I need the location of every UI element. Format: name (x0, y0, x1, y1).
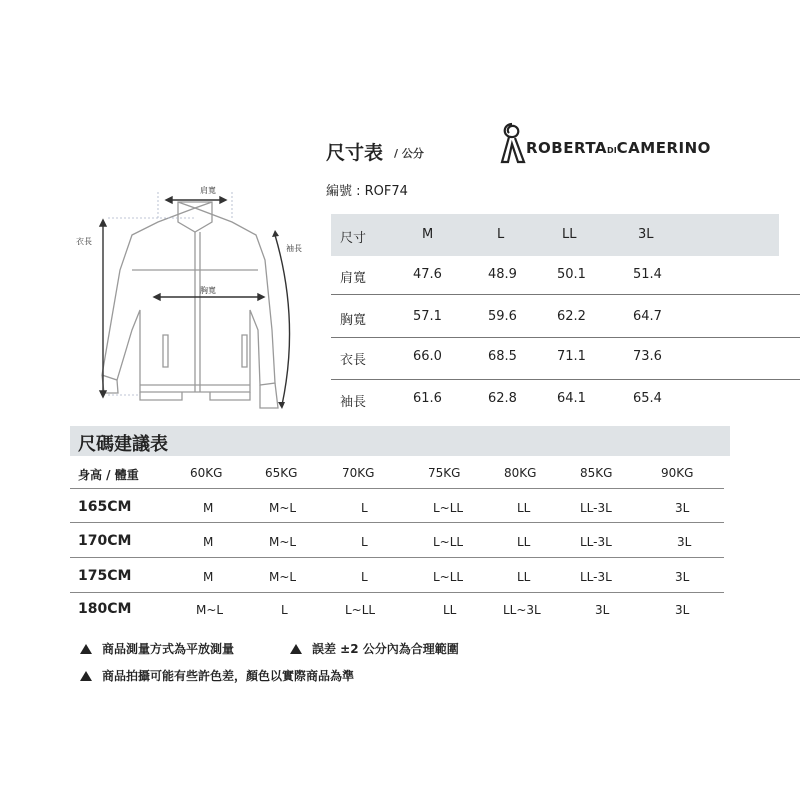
brand-logo-icon (497, 120, 527, 166)
size-cell: L (361, 535, 368, 549)
size-cell: 3L (675, 603, 690, 617)
recommendation-header (70, 426, 730, 456)
triangle-icon (290, 644, 302, 654)
table-cell: 73.6 (633, 349, 662, 364)
table-row-label: 胸寬 (340, 313, 367, 328)
table-row-label: 肩寬 (340, 271, 367, 286)
height-label: 165CM (78, 499, 132, 515)
chest-label: 胸寬 (200, 286, 216, 295)
size-table-header (331, 214, 779, 256)
brand-name: ROBERTADICAMERINO (526, 139, 711, 157)
table-row-label: 袖長 (340, 395, 367, 410)
table-cell: 71.1 (557, 349, 586, 364)
size-cell: M (203, 501, 214, 515)
size-cell: L (361, 570, 368, 584)
note-line: 商品測量方式為平放測量 (80, 640, 234, 657)
size-cell: M~L (269, 535, 297, 549)
size-cell: M~L (196, 603, 224, 617)
size-cell: L (281, 603, 288, 617)
size-col-header: 3L (638, 227, 654, 242)
size-cell: M (203, 535, 214, 549)
table-cell: 47.6 (413, 267, 442, 282)
size-cell: LL (517, 501, 531, 515)
table-cell: 64.7 (633, 309, 662, 324)
table-cell: 50.1 (557, 267, 586, 282)
row-divider (70, 488, 724, 489)
jacket-diagram (70, 180, 320, 420)
weight-col-header: 90KG (661, 466, 694, 480)
table-cell: 64.1 (557, 391, 586, 406)
table-cell: 65.4 (633, 391, 662, 406)
size-cell: L~LL (433, 501, 464, 515)
size-cell: LL (517, 535, 531, 549)
table-cell: 57.1 (413, 309, 442, 324)
size-col-header: 尺寸 (340, 231, 367, 246)
size-cell: LL (443, 603, 457, 617)
size-cell: M (203, 570, 214, 584)
table-cell: 61.6 (413, 391, 442, 406)
size-cell: 3L (677, 535, 692, 549)
size-cell: L~LL (433, 535, 464, 549)
table-cell: 68.5 (488, 349, 517, 364)
table-cell: 62.2 (557, 309, 586, 324)
size-cell: LL-3L (580, 570, 612, 584)
shoulder-label: 肩寬 (200, 186, 216, 195)
table-cell: 48.9 (488, 267, 517, 282)
table-cell: 66.0 (413, 349, 442, 364)
note-line: 誤差 ±2 公分內為合理範圍 (290, 640, 459, 657)
size-cell: LL-3L (580, 535, 612, 549)
weight-col-header: 60KG (190, 466, 223, 480)
row-divider (331, 337, 800, 338)
table-cell: 51.4 (633, 267, 662, 282)
size-cell: M~L (269, 570, 297, 584)
note-line: 商品拍攝可能有些許色差，顏色以實際商品為準 (80, 667, 354, 684)
size-cell: L~LL (433, 570, 464, 584)
size-cell: 3L (675, 501, 690, 515)
height-label: 180CM (78, 601, 132, 617)
weight-col-header: 70KG (342, 466, 375, 480)
size-cell: L (361, 501, 368, 515)
size-cell: 3L (675, 570, 690, 584)
page-title: 尺寸表 (326, 142, 384, 164)
height-weight-label: 身高 / 體重 (78, 468, 139, 482)
row-divider (331, 294, 800, 295)
row-divider (70, 557, 724, 558)
row-divider (331, 379, 800, 380)
triangle-icon (80, 671, 92, 681)
sleeve-label: 袖長 (286, 244, 302, 253)
weight-col-header: 65KG (265, 466, 298, 480)
recommendation-title: 尺碼建議表 (78, 434, 168, 455)
weight-col-header: 75KG (428, 466, 461, 480)
size-col-header: M (422, 227, 434, 242)
weight-col-header: 80KG (504, 466, 537, 480)
product-code: 編號 : ROF74 (326, 184, 408, 199)
table-cell: 62.8 (488, 391, 517, 406)
length-label: 衣長 (76, 237, 92, 246)
size-cell: L~LL (345, 603, 376, 617)
size-cell: LL~3L (503, 603, 541, 617)
table-cell: 59.6 (488, 309, 517, 324)
size-cell: LL (517, 570, 531, 584)
height-label: 175CM (78, 568, 132, 584)
row-divider (70, 522, 724, 523)
size-cell: 3L (595, 603, 610, 617)
size-cell: LL-3L (580, 501, 612, 515)
size-col-header: L (497, 227, 505, 242)
row-divider (70, 592, 724, 593)
table-row-label: 衣長 (340, 353, 367, 368)
height-label: 170CM (78, 533, 132, 549)
weight-col-header: 85KG (580, 466, 613, 480)
unit-label: / 公分 (394, 147, 424, 160)
size-cell: M~L (269, 501, 297, 515)
size-col-header: LL (562, 227, 577, 242)
triangle-icon (80, 644, 92, 654)
